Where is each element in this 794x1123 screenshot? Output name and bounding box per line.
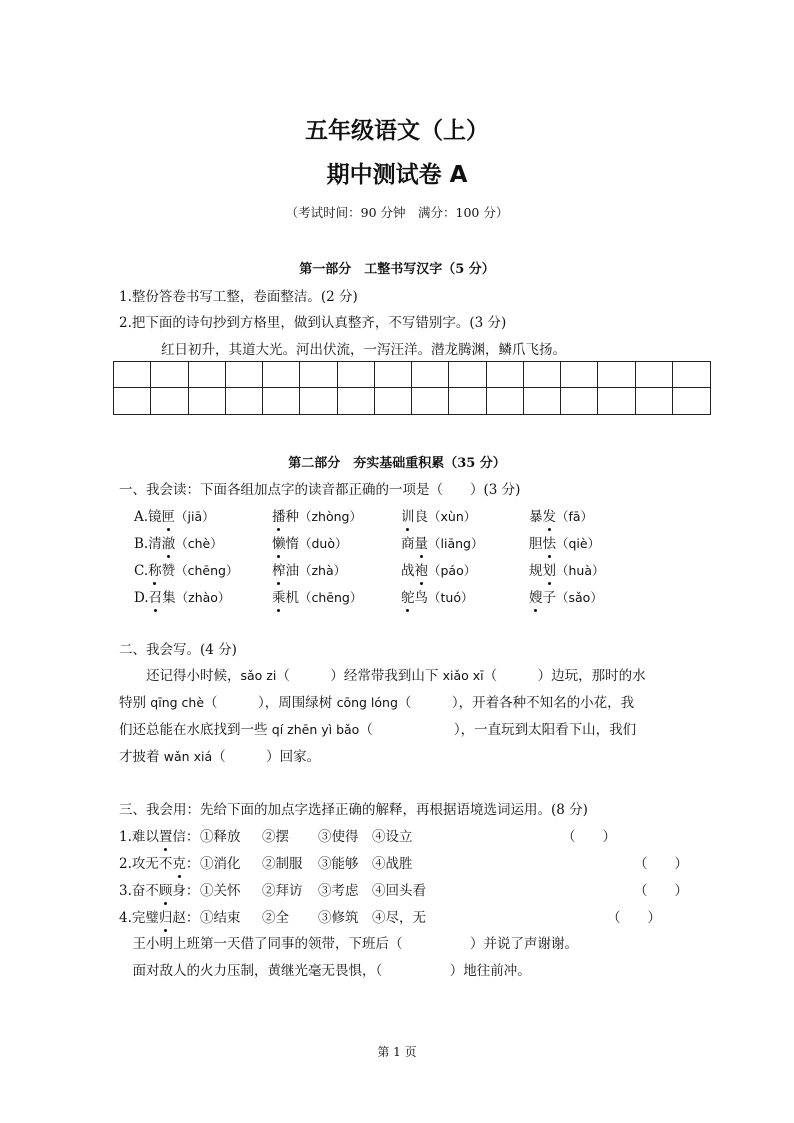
answer-blank[interactable]: （ ） (634, 856, 688, 872)
option-item (529, 559, 605, 579)
poem-text: 红日初升，其道大光。河出伏流，一泻汪洋。潜龙腾渊，鳞爪飞扬。 (161, 342, 566, 358)
grid-cell[interactable] (263, 362, 300, 388)
grid-cell[interactable] (338, 388, 375, 414)
pinyin-text: cōng lóng (336, 695, 398, 710)
dotted-char: 嫂 (529, 590, 543, 606)
option-label: D. (134, 590, 149, 606)
answer-blank[interactable]: （ ） (634, 883, 688, 899)
q3-option: ③修筑 (318, 910, 359, 926)
q3-option: ②摆 (262, 829, 289, 845)
q3-term-text: 2.攻无不 (119, 856, 173, 872)
q3-term (119, 852, 199, 872)
option-item (134, 505, 215, 525)
grid-cell[interactable] (338, 362, 375, 388)
option-item (134, 586, 230, 606)
paragraph-text: （ ）经常带我到山下 (276, 668, 443, 684)
grid-cell[interactable] (226, 388, 263, 414)
option-pinyin: （tuó） (428, 590, 474, 605)
option-pinyin: （zhào） (175, 590, 231, 605)
grid-cell[interactable] (189, 388, 226, 414)
grid-cell[interactable] (189, 362, 226, 388)
q3-term (119, 879, 199, 899)
option-char: 机 (285, 590, 299, 606)
grid-cell[interactable] (263, 388, 300, 414)
dotted-char: 克 (172, 856, 186, 872)
paragraph-text: （ ），周围绿树 (204, 695, 337, 711)
dotted-char: 懒 (272, 536, 286, 552)
q3-sentence-1: 王小明上班第一天借了同事的领带，下班后（ ）并说了声谢谢。 (119, 936, 578, 952)
q3-option: ①释放 (200, 829, 241, 845)
option-char: 油 (285, 563, 299, 579)
q3-term-text: 身： (172, 883, 200, 899)
q3-option: ②全 (262, 910, 289, 926)
q3-term-text: ： (185, 856, 200, 872)
paragraph-line (119, 718, 636, 738)
option-pinyin: （huà） (556, 563, 605, 578)
q3-sentence-2: 面对敌人的火力压制，黄继光毫无畏惧，（ ）地往前冲。 (119, 963, 531, 979)
option-pinyin: （liāng） (428, 536, 484, 551)
part1-q1: 1.整份答卷书写工整，卷面整洁。(2 分) (119, 289, 358, 305)
dotted-char: 称 (148, 563, 162, 579)
option-char: 赞 (161, 563, 176, 579)
option-char: 良 (414, 509, 428, 525)
part2-q2-prompt: 二、我会写。(4 分) (119, 642, 237, 658)
grid-cell[interactable] (673, 362, 710, 388)
q3-term-text: 3.奋不 (119, 883, 159, 899)
exam-title: 五年级语文（上） (305, 118, 489, 144)
dotted-char: 量 (414, 536, 428, 552)
writing-grid[interactable] (113, 361, 711, 415)
option-pinyin: （chēng） (299, 590, 363, 605)
paragraph-text: 才披着 (119, 749, 164, 765)
grid-cell[interactable] (151, 362, 188, 388)
dotted-char: 乘 (272, 590, 286, 606)
grid-cell[interactable] (375, 362, 412, 388)
q3-option: ④战胜 (372, 856, 413, 872)
option-char: 规 (529, 563, 543, 579)
option-item (272, 505, 362, 525)
option-item (401, 559, 476, 579)
part1-heading: 第一部分 工整书写汉字（5 分） (299, 262, 495, 277)
answer-blank[interactable]: （ ） (562, 829, 616, 845)
option-item (272, 532, 348, 552)
option-item (272, 586, 362, 606)
dotted-char: 归 (158, 910, 173, 926)
exam-info: （考试时间：90 分钟 满分：100 分） (285, 205, 509, 220)
option-pinyin: （sǎo） (556, 590, 603, 605)
grid-cell[interactable] (673, 388, 710, 414)
q3-option: ③使得 (318, 829, 359, 845)
option-char: 集 (162, 590, 176, 606)
option-item (401, 505, 476, 525)
q3-option: ①关怀 (200, 883, 241, 899)
option-char: 种 (285, 509, 299, 525)
option-pinyin: （qiè） (556, 536, 601, 551)
pinyin-text: qīng chè (150, 695, 205, 710)
grid-cell[interactable] (449, 362, 486, 388)
option-item (134, 559, 238, 579)
q3-term-text: 4.完璧 (119, 910, 159, 926)
grid-cell[interactable] (561, 362, 598, 388)
q3-option: ①消化 (200, 856, 241, 872)
option-pinyin: （xùn） (428, 509, 477, 524)
dotted-char: 置 (158, 829, 173, 845)
option-label: B. (134, 536, 149, 552)
paragraph-text: （ ）边玩，那时的水 (483, 668, 646, 684)
grid-cell[interactable] (487, 388, 524, 414)
grid-cell[interactable] (412, 362, 449, 388)
dotted-char: 召 (148, 590, 163, 606)
option-char: 子 (542, 590, 556, 606)
part2-heading: 第二部分 夯实基础重积累（35 分） (288, 456, 506, 471)
option-char: 战 (401, 563, 415, 579)
q3-option: ②拜访 (262, 883, 303, 899)
paragraph-text: 特别 (119, 695, 151, 711)
option-label: C. (134, 563, 149, 579)
option-char: 商 (401, 536, 415, 552)
grid-cell[interactable] (561, 388, 598, 414)
option-item (529, 586, 603, 606)
paragraph-text: （ ），开着各种不知名的小花，我 (397, 695, 635, 711)
option-label: A. (134, 509, 149, 525)
exam-subtitle: 期中测试卷 A (326, 162, 468, 188)
dotted-char: 划 (542, 563, 556, 579)
dotted-char: 匣 (161, 509, 176, 525)
option-item (401, 532, 483, 552)
q3-term (119, 825, 199, 845)
q3-option: ②制服 (262, 856, 303, 872)
option-char: 镜 (148, 509, 162, 525)
grid-cell[interactable] (487, 362, 524, 388)
q3-term (119, 906, 199, 926)
paragraph-text: 们还总能在水底找到一些 (119, 722, 272, 738)
option-char: 鸟 (414, 590, 428, 606)
grid-cell[interactable] (300, 362, 337, 388)
q3-option: ①结束 (200, 910, 241, 926)
option-pinyin: （jiā） (175, 509, 215, 524)
grid-cell[interactable] (636, 362, 673, 388)
pinyin-text: sǎo zi (240, 668, 277, 683)
paragraph-text: 还记得小时候， (119, 668, 241, 684)
q3-term-text: 1.难以 (119, 829, 159, 845)
pinyin-text: qí zhēn yì bǎo (271, 722, 360, 737)
option-item (529, 532, 600, 552)
grid-cell[interactable] (598, 362, 635, 388)
option-pinyin: （chè） (175, 536, 223, 551)
grid-cell[interactable] (412, 388, 449, 414)
grid-cell[interactable] (114, 388, 151, 414)
dotted-char: 鸵 (401, 590, 415, 606)
paragraph-line (119, 664, 646, 684)
grid-cell[interactable] (524, 362, 561, 388)
grid-cell[interactable] (524, 388, 561, 414)
option-item (529, 505, 593, 525)
grid-cell[interactable] (226, 362, 263, 388)
paragraph-text: （ ），一直玩到太阳看下山，我们 (359, 722, 637, 738)
pinyin-text: wǎn xiá (163, 749, 213, 764)
q3-term-text: 赵： (172, 910, 200, 926)
option-char: 胆 (529, 536, 543, 552)
grid-cell[interactable] (300, 388, 337, 414)
part2-q3-prompt: 三、我会用：先给下面的加点字选择正确的解释，再根据语境选词运用。(8 分) (119, 802, 588, 818)
option-pinyin: （zhà） (299, 563, 347, 578)
part2-q1-prompt: 一、我会读：下面各组加点字的读音都正确的一项是（ ）(3 分) (119, 482, 521, 498)
option-char: 清 (148, 536, 162, 552)
grid-cell[interactable] (151, 388, 188, 414)
option-item (401, 586, 473, 606)
paragraph-text: （ ）回家。 (212, 749, 321, 765)
q3-option: ④回头看 (372, 883, 426, 899)
q3-option: ③能够 (318, 856, 359, 872)
option-pinyin: （duò） (299, 536, 348, 551)
grid-cell[interactable] (375, 388, 412, 414)
option-pinyin: （zhòng） (299, 509, 362, 524)
dotted-char: 发 (542, 509, 556, 525)
q3-term-text: 信： (172, 829, 200, 845)
part1-q2: 2.把下面的诗句抄到方格里，做到认真整齐，不写错别字。(3 分) (119, 315, 507, 331)
q3-option: ③考虑 (318, 883, 359, 899)
option-pinyin: （fā） (556, 509, 594, 524)
dotted-char: 榨 (272, 563, 286, 579)
dotted-char: 训 (401, 509, 415, 525)
paragraph-line (119, 691, 634, 711)
dotted-char: 澈 (161, 536, 176, 552)
option-pinyin: （chēng） (175, 563, 239, 578)
q3-option: ④设立 (372, 829, 413, 845)
dotted-char: 播 (272, 509, 286, 525)
option-item (272, 559, 346, 579)
option-char: 暴 (529, 509, 543, 525)
page-number: 第 1 页 (377, 1045, 417, 1059)
option-char: 惰 (285, 536, 299, 552)
dotted-char: 袍 (414, 563, 428, 579)
grid-cell[interactable] (598, 388, 635, 414)
grid-cell[interactable] (449, 388, 486, 414)
dotted-char: 怯 (542, 536, 556, 552)
pinyin-text: xiǎo xī (442, 668, 484, 683)
option-pinyin: （páo） (428, 563, 477, 578)
paragraph-line (119, 745, 320, 765)
dotted-char: 顾 (158, 883, 173, 899)
option-item (134, 532, 223, 552)
grid-cell[interactable] (114, 362, 151, 388)
q3-option: ④尽，无 (372, 910, 426, 926)
grid-cell[interactable] (636, 388, 673, 414)
answer-blank[interactable]: （ ） (607, 910, 661, 926)
